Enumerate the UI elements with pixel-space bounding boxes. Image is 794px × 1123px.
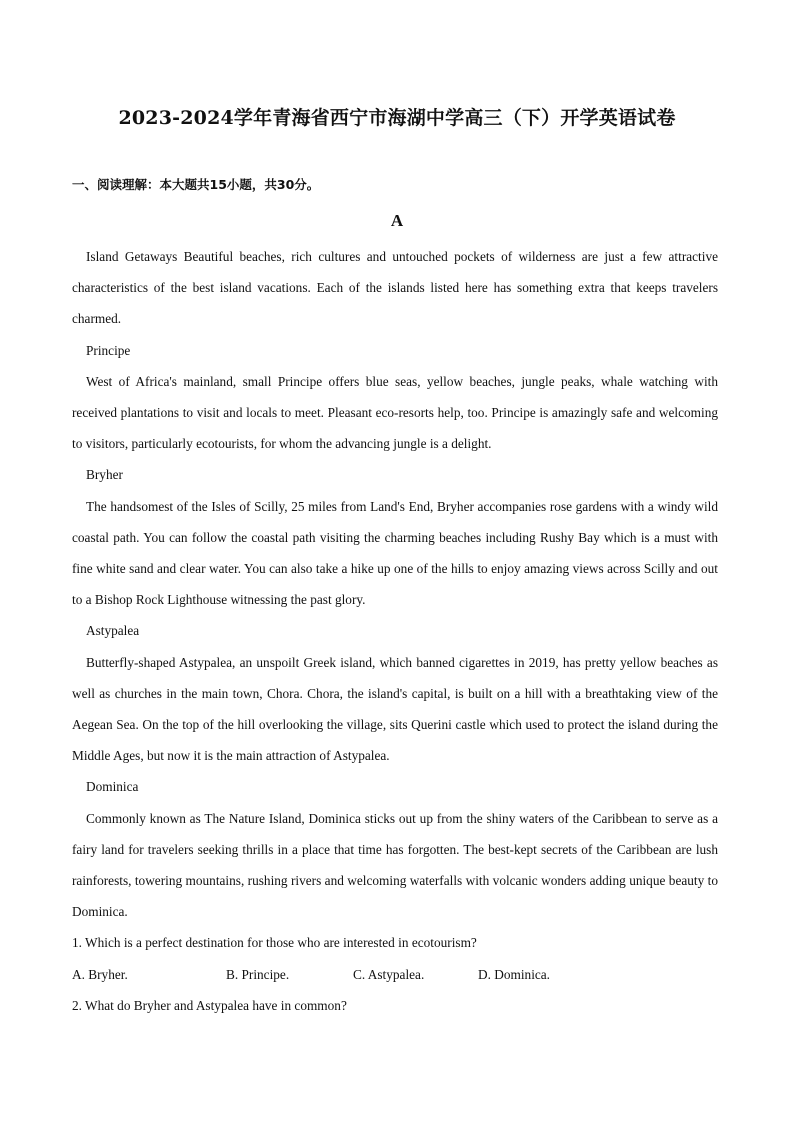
island-heading-dominica: Dominica xyxy=(86,779,139,795)
reading-passage xyxy=(72,241,718,1021)
option-d[interactable]: D. Dominica. xyxy=(478,966,551,982)
island-text-dominica: Commonly known as The Nature Island, Dominica sticks out up from the shiny waters of the Caribbean to serve as a fairy land for travelers seeking thrills in a place that time has forgotten. The best-kept secrets of the Caribbean are lush rainforests, towering mountains, rushing rivers and welcoming waterfalls with volcanic wonders adding unique beauty to Dominica. xyxy=(72,810,718,920)
question-2: 2. What do Bryher and Astypalea have in common? xyxy=(72,997,347,1013)
island-heading-astypalea: Astypalea xyxy=(86,623,140,639)
island-text-astypalea: Butterfly-shaped Astypalea, an unspoilt Greek island, which banned cigarettes in 2019, has pretty yellow beaches as well as churches in the main town, Chora. Chora, the island's capital, is built on a hill with a breathtaking view of the Aegean Sea. On the top of the hill overlooking the village, sits Querini castle which used to protect the island during the Middle Ages, but now it is the main attraction of Astypalea. xyxy=(72,654,718,764)
option-a[interactable]: A. Bryher. xyxy=(72,966,128,982)
passage-intro: Island Getaways Beautiful beaches, rich cultures and untouched pockets of wilderness are just a few attractive characteristics of the best island vacations. Each of the islands listed here has something extra that keeps travelers charmed. xyxy=(72,249,718,327)
option-c[interactable]: C. Astypalea. xyxy=(353,966,425,982)
passage-label: A xyxy=(390,211,404,230)
option-b[interactable]: B. Principe. xyxy=(226,966,290,982)
question-1-options xyxy=(72,959,718,990)
island-text-bryher: The handsomest of the Isles of Scilly, 25 miles from Land's End, Bryher accompanies rose gardens with a windy wild coastal path. You can follow the coastal path visiting the charming beaches including Rushy Bay which is a must with fine white sand and clear water. You can also take a hike up one of the hills to enjoy amazing views across Scilly and out to a Bishop Rock Lighthouse witnessing the past glory. xyxy=(72,498,718,608)
section-heading: 一、阅读理解：本大题共15小题，共30分。 xyxy=(72,177,320,192)
island-heading-bryher: Bryher xyxy=(86,467,123,483)
question-1: 1. Which is a perfect destination for those who are interested in ecotourism? xyxy=(72,935,477,951)
island-text-principe: West of Africa's mainland, small Principe offers blue seas, yellow beaches, jungle peaks, whale watching with received plantations to visit and locals to meet. Pleasant eco-resorts help, too. Principe is amazingly safe and welcoming to visitors, particularly ecotourists, for whom the advancing jungle is a delight. xyxy=(72,373,718,452)
island-heading-principe: Principe xyxy=(86,342,131,358)
page-title: 2023-2024学年青海省西宁市海湖中学高三（下）开学英语试卷 xyxy=(118,107,676,129)
